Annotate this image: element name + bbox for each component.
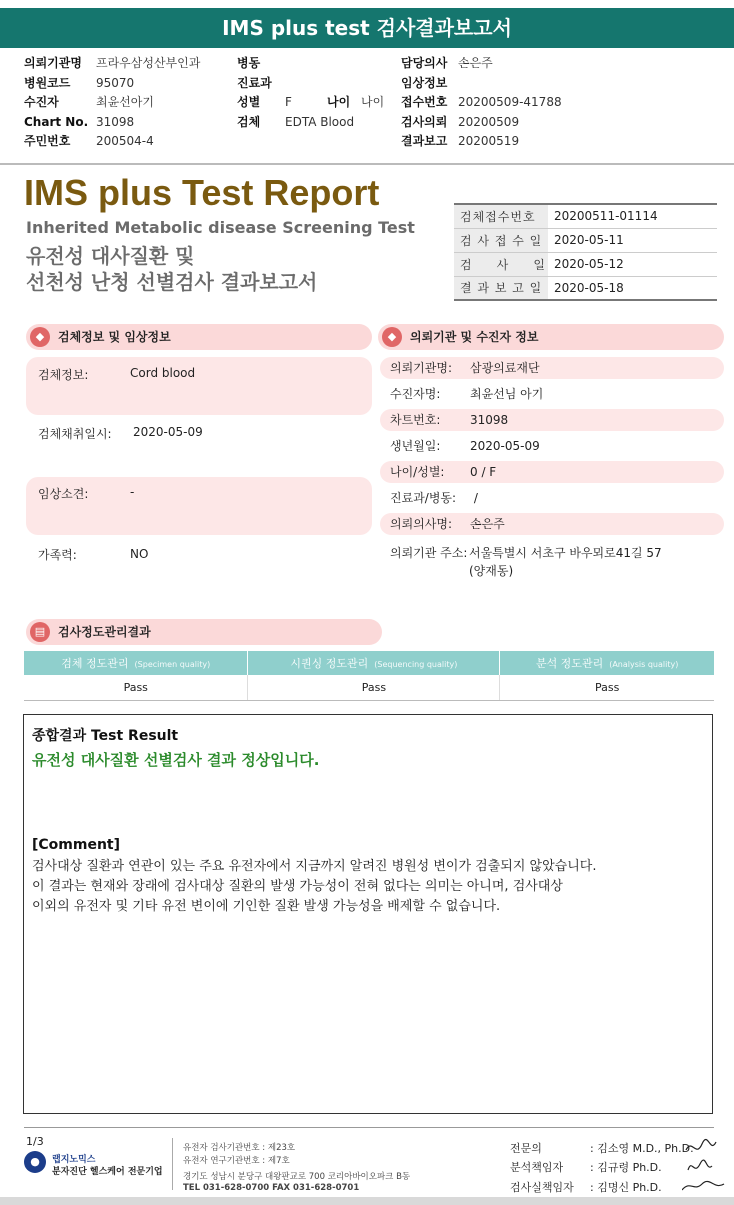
signature-scribble bbox=[688, 1160, 712, 1170]
signature-marks bbox=[682, 1136, 726, 1196]
clinical-label: 임상소견: bbox=[38, 487, 89, 501]
receipt-info-table bbox=[454, 203, 717, 301]
sex-value: F bbox=[285, 95, 292, 109]
collected-label: 검체채취일시: bbox=[38, 427, 112, 441]
header-col-report bbox=[401, 54, 721, 152]
signer-role: 검사실책임자 bbox=[510, 1181, 574, 1194]
quality-col-header bbox=[24, 651, 248, 675]
comment-line: 이외의 유전자 및 기타 유전 변이에 기인한 질환 발생 가능성을 배제할 수 없습니다. bbox=[32, 899, 501, 914]
header-value: 31098 bbox=[96, 114, 135, 129]
client-row bbox=[380, 461, 724, 483]
clipboard-icon: ▤ bbox=[30, 622, 50, 642]
header-row bbox=[237, 54, 397, 74]
client-value: 2020-05-09 bbox=[470, 439, 540, 453]
signer-name: : 김소영 M.D., Ph.D. bbox=[590, 1142, 694, 1155]
header-row bbox=[24, 74, 224, 94]
address-label: 의뢰기관 주소: bbox=[390, 546, 468, 560]
report-subtitle: Inherited Metabolic disease Screening Test bbox=[26, 218, 415, 237]
client-row bbox=[380, 357, 724, 379]
quality-col-header bbox=[500, 651, 714, 675]
header-value: 20200509-41788 bbox=[458, 95, 562, 109]
signer-name: : 김명신 Ph.D. bbox=[590, 1181, 662, 1194]
company-logo-icon: ● bbox=[24, 1151, 46, 1173]
header-col-hospital bbox=[24, 54, 224, 152]
header-value: 20200509 bbox=[458, 114, 520, 129]
table-label: 검 사 일 bbox=[454, 252, 548, 276]
comment-header: [Comment] bbox=[32, 837, 121, 853]
table-value: 2020-05-18 bbox=[548, 276, 717, 300]
top-white-strip bbox=[0, 0, 734, 8]
age-value: 나이 bbox=[361, 95, 385, 109]
table-value: 2020-05-12 bbox=[548, 252, 717, 276]
company-name: 랩지노믹스 bbox=[52, 1155, 96, 1165]
quality-result: Pass bbox=[500, 675, 714, 700]
client-row bbox=[380, 513, 724, 535]
header-key: 접수번호 bbox=[401, 95, 448, 109]
client-label: 차트번호: bbox=[390, 413, 441, 427]
footer-divider bbox=[24, 1127, 714, 1128]
signer-name: : 김규령 Ph.D. bbox=[590, 1161, 662, 1174]
address-line1: 서울특별시 서초구 바우뫼로41길 57 bbox=[469, 546, 662, 560]
client-value: 손은주 bbox=[470, 517, 505, 531]
table-row bbox=[454, 276, 717, 300]
signature-scribble bbox=[682, 1181, 724, 1190]
client-row bbox=[380, 487, 724, 509]
signer-row bbox=[510, 1140, 694, 1156]
collected-value: 2020-05-09 bbox=[133, 425, 203, 439]
header-key: 검사의뢰 bbox=[401, 114, 448, 129]
table-label: 검 사 접 수 일 bbox=[454, 228, 548, 252]
header-row bbox=[237, 113, 397, 133]
header-row bbox=[401, 54, 721, 74]
age-key: 나이 bbox=[327, 95, 351, 109]
quality-col-name: 분석 정도관리 bbox=[535, 657, 604, 670]
table-row bbox=[454, 204, 717, 228]
header-key: 주민번호 bbox=[24, 134, 71, 148]
table-value: 20200511-01114 bbox=[548, 204, 717, 228]
header-key: 결과보고 bbox=[401, 134, 448, 148]
quality-col-en: (Sequencing quality) bbox=[374, 660, 458, 669]
client-section-header bbox=[378, 324, 724, 350]
quality-col-name: 시퀀싱 정도관리 bbox=[290, 657, 369, 670]
lock-icon: ◆ bbox=[30, 327, 50, 347]
clinical-value: - bbox=[130, 485, 135, 499]
quality-result: Pass bbox=[24, 675, 248, 700]
quality-col-name: 검체 정도관리 bbox=[61, 657, 129, 670]
header-row bbox=[401, 74, 721, 94]
company-address: 경기도 성남시 분당구 대왕판교로 700 코리아바이오파크 B동 bbox=[183, 1172, 411, 1182]
client-value: / bbox=[470, 491, 478, 505]
test-result-box bbox=[23, 714, 713, 1114]
registration-line1: 유전자 검사기관번호 : 제23호 bbox=[183, 1143, 296, 1153]
header-value: 20200519 bbox=[458, 134, 520, 148]
result-title: 종합결과 Test Result bbox=[32, 728, 179, 744]
quality-section-header bbox=[26, 619, 382, 645]
client-row bbox=[380, 409, 724, 431]
header-value: 최윤선아기 bbox=[96, 95, 154, 109]
header-col-patient bbox=[237, 54, 397, 132]
header-row bbox=[24, 132, 224, 152]
client-row bbox=[380, 435, 724, 457]
header-row bbox=[401, 113, 721, 133]
family-history-label: 가족력: bbox=[38, 548, 77, 562]
quality-result: Pass bbox=[248, 675, 500, 700]
signer-role: 분석책임자 bbox=[510, 1161, 564, 1174]
header-key: 의뢰기관명 bbox=[24, 56, 82, 70]
report-banner: IMS plus test 검사결과보고서 bbox=[0, 8, 734, 48]
client-label: 나이/성별: bbox=[390, 465, 445, 479]
sex-key: 성별 bbox=[237, 95, 261, 109]
quality-col-header bbox=[248, 651, 500, 675]
header-row bbox=[401, 132, 721, 152]
report-korean-title-line2: 선천성 난청 선별검사 결과보고서 bbox=[26, 270, 318, 294]
signer-row bbox=[510, 1179, 662, 1195]
ward-key: 병동 bbox=[237, 56, 261, 70]
footer-vertical-divider bbox=[172, 1138, 173, 1190]
comment-line: 이 결과는 현재와 장래에 검사대상 질환의 발생 가능성이 전혀 없다는 의미는 아니며, 검사대상 bbox=[32, 879, 563, 894]
specimen-value: Cord blood bbox=[130, 366, 196, 380]
signer-role: 전문의 bbox=[510, 1142, 542, 1155]
header-row bbox=[24, 113, 224, 133]
header-key: Chart No. bbox=[24, 114, 89, 129]
client-label: 수진자명: bbox=[390, 387, 441, 401]
client-value: 최윤선님 아기 bbox=[470, 387, 544, 401]
quality-col-en: (Analysis quality) bbox=[609, 660, 679, 669]
specimen-key: 검체 bbox=[237, 114, 261, 129]
comment-text bbox=[32, 857, 708, 917]
client-label: 생년월일: bbox=[390, 439, 441, 453]
client-value: 삼광의료재단 bbox=[470, 361, 540, 375]
table-row bbox=[24, 675, 714, 700]
comment-line: 검사대상 질환과 연관이 있는 주요 유전자에서 지금까지 알려진 병원성 변이가 검출되지 않았습니다. bbox=[32, 859, 597, 874]
table-label: 검체접수번호 bbox=[454, 204, 548, 228]
client-value: 0 / F bbox=[470, 465, 497, 479]
quality-col-en: (Specimen quality) bbox=[134, 660, 211, 669]
client-section-title: 의뢰기관 및 수진자 정보 bbox=[410, 330, 539, 344]
family-history-value: NO bbox=[130, 547, 149, 561]
header-key: 임상정보 bbox=[401, 75, 448, 90]
header-key: 담당의사 bbox=[401, 56, 448, 70]
signature-scribble bbox=[686, 1139, 716, 1150]
header-value: 손은주 bbox=[458, 56, 493, 70]
header-row bbox=[401, 93, 721, 113]
header-value: 200504-4 bbox=[96, 134, 154, 148]
specimen-section-header bbox=[26, 324, 372, 350]
registration-line2: 유전자 연구기관번호 : 제7호 bbox=[183, 1156, 290, 1166]
header-row bbox=[237, 93, 397, 113]
header-key: 수진자 bbox=[24, 95, 59, 109]
header-row bbox=[24, 54, 224, 74]
quality-table bbox=[24, 651, 714, 701]
table-value: 2020-05-11 bbox=[548, 228, 717, 252]
client-label: 의뢰기관명: bbox=[390, 361, 453, 375]
report-korean-title-line1: 유전성 대사질환 및 bbox=[26, 244, 195, 268]
header-row bbox=[237, 74, 397, 94]
result-message: 유전성 대사질환 선별검사 결과 정상입니다. bbox=[32, 751, 320, 769]
address-line2: (양재동) bbox=[469, 564, 514, 578]
company-tagline: 분자진단 헬스케어 전문기업 bbox=[52, 1167, 163, 1177]
table-header-row bbox=[24, 651, 714, 675]
header-key: 병원코드 bbox=[24, 75, 71, 90]
company-phone: TEL 031-628-0700 FAX 031-628-0701 bbox=[183, 1183, 360, 1193]
page-number: 1/3 bbox=[26, 1135, 44, 1148]
header-value: 프라우삼성산부인과 bbox=[96, 56, 201, 70]
header-value: 95070 bbox=[96, 75, 135, 90]
bottom-bar bbox=[0, 1197, 734, 1205]
quality-section-title: 검사정도관리결과 bbox=[58, 625, 151, 639]
client-label: 진료과/병동: bbox=[390, 491, 457, 505]
specimen-value: EDTA Blood bbox=[285, 114, 355, 129]
signer-row bbox=[510, 1159, 662, 1175]
header-row bbox=[24, 93, 224, 113]
client-value: 31098 bbox=[470, 413, 509, 427]
dept-key: 진료과 bbox=[237, 75, 272, 90]
specimen-section-title: 검체정보 및 임상정보 bbox=[58, 330, 171, 344]
header-divider bbox=[0, 163, 734, 165]
table-row bbox=[454, 252, 717, 276]
table-label: 결 과 보 고 일 bbox=[454, 276, 548, 300]
client-row bbox=[380, 383, 724, 405]
report-title: IMS plus Test Report bbox=[24, 172, 380, 213]
lock-icon: ◆ bbox=[382, 327, 402, 347]
client-label: 의뢰의사명: bbox=[390, 517, 453, 531]
table-row bbox=[454, 228, 717, 252]
specimen-label: 검체정보: bbox=[38, 368, 89, 382]
